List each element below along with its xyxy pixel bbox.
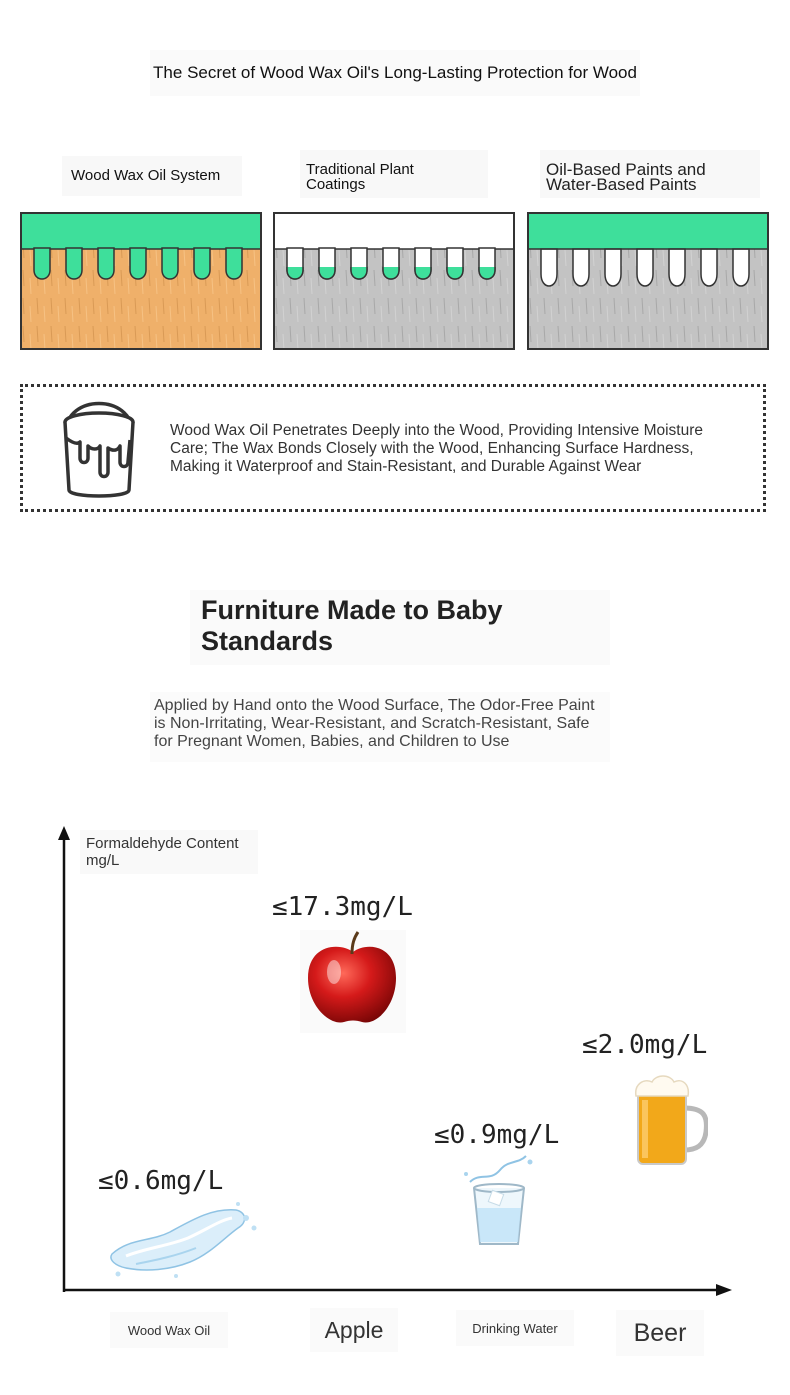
category-label-apple: Apple — [310, 1308, 398, 1352]
value-label-apple: ≤17.3mg/L — [272, 892, 413, 922]
paint-bucket-icon — [60, 398, 138, 505]
panel-plant-coatings — [273, 212, 515, 350]
value-label-drinking-water: ≤0.9mg/L — [434, 1120, 560, 1150]
panel-label-line: Oil-Based Paints and — [546, 160, 706, 179]
category-label-drinking-water: Drinking Water — [456, 1310, 574, 1346]
panel-label-text: Wood Wax Oil System — [71, 167, 221, 184]
beer-mug-icon — [632, 1072, 708, 1173]
value-label-wood-wax-oil: ≤0.6mg/L — [98, 1166, 224, 1196]
x-axis-arrow — [716, 1284, 732, 1296]
water-glass-icon — [460, 1152, 540, 1255]
panel-paints — [527, 212, 769, 350]
y-axis-label: Formaldehyde Content mg/L — [80, 830, 258, 874]
baby-standards-subtitle: Applied by Hand onto the Wood Surface, The Odor-Free Paint is Non-Irritating, Wear-Resistant, and Scratch-Resistant, Safe for Pregnant Women, Babies, and Children to Use — [150, 692, 610, 762]
section-title: The Secret of Wood Wax Oil's Long-Lasting Protection for Wood — [150, 50, 640, 96]
panel-label-line: Coatings — [306, 176, 366, 193]
category-label-wood-wax-oil: Wood Wax Oil — [110, 1312, 228, 1348]
info-text: Wood Wax Oil Penetrates Deeply into the Wood, Providing Intensive Moisture Care; The Wax Bonds Closely with the Wood, Enhancing Surface Hardness, Making it Waterproof and Stain-Resistant, and Durable Against Wear — [170, 422, 704, 475]
panel-label-paints — [540, 150, 760, 198]
panel-wood-wax-oil — [20, 212, 262, 350]
panel-label-line: Traditional Plant — [306, 161, 414, 178]
water-splash-icon — [106, 1198, 262, 1287]
panel-label-plant — [300, 150, 488, 198]
value-label-beer: ≤2.0mg/L — [582, 1030, 708, 1060]
category-label-beer: Beer — [616, 1310, 704, 1356]
apple-icon — [300, 930, 406, 1033]
y-axis-arrow — [58, 826, 70, 840]
panel-label-line: Water-Based Paints — [546, 175, 697, 194]
baby-standards-title: Furniture Made to Baby Standards — [190, 590, 610, 665]
panel-label-wax-oil — [62, 156, 242, 196]
